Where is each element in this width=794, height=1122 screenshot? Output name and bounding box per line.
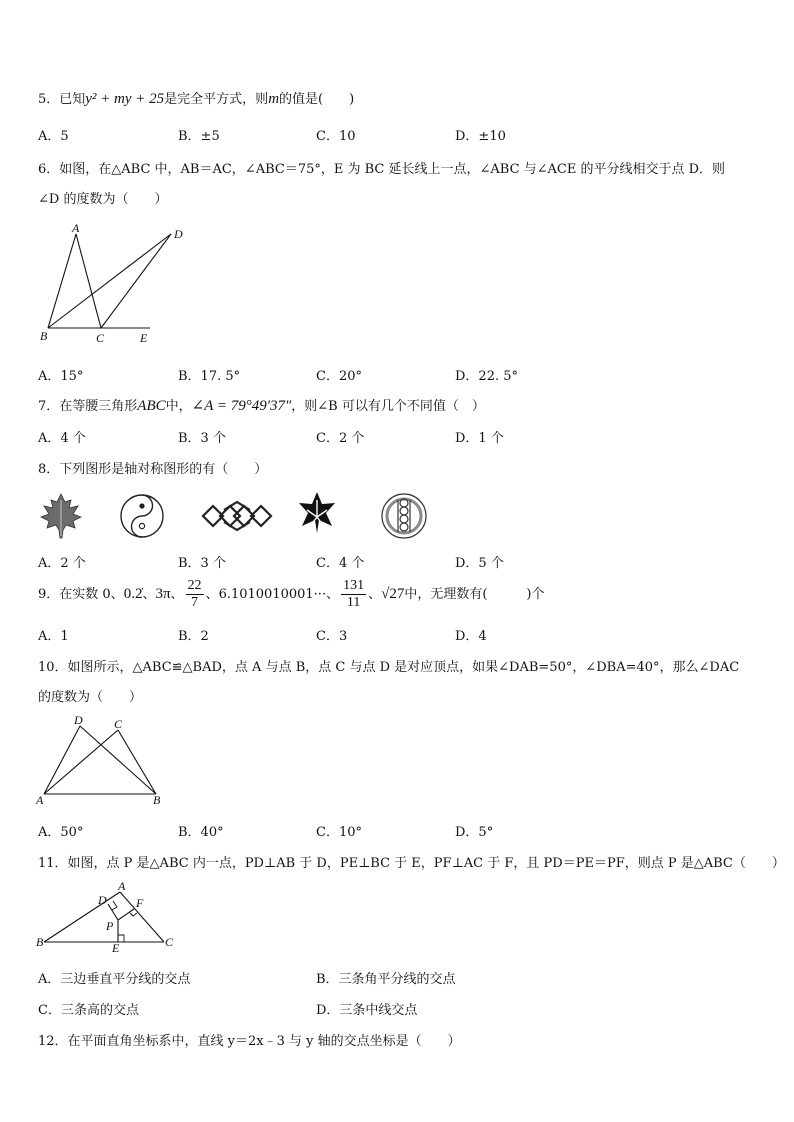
q9-option-a[interactable]: A．1 [38, 629, 69, 644]
q5-option-a[interactable]: A．5 [38, 129, 69, 144]
q11-label-d: D [98, 893, 107, 907]
q11-label-b: B [36, 935, 44, 949]
q11-option-d[interactable]: D．三条中线交点 [316, 1003, 418, 1018]
maple-leaf-icon [38, 492, 84, 540]
q6-label-a: A [72, 222, 80, 235]
q5-option-c[interactable]: C．10 [316, 129, 356, 144]
q5-stem [38, 88, 354, 108]
q10-option-d[interactable]: D．5° [455, 825, 494, 840]
q10-option-a[interactable]: A．50° [38, 825, 84, 840]
q7-stem-mid: 中， [165, 399, 192, 414]
q6-option-d[interactable]: D．22. 5° [455, 369, 519, 384]
q11-label-c: C [165, 935, 174, 949]
q9-repeating-decimal: 0.2̇ [123, 586, 143, 602]
q5-stem-post: 的值是( ) [279, 92, 355, 107]
q6-option-a[interactable]: A．15° [38, 369, 84, 384]
q9-option-d[interactable]: D．4 [455, 629, 487, 644]
q9-three-pi: 3π [155, 586, 171, 602]
q7-option-a[interactable]: A．4 个 [38, 431, 86, 446]
q10-label-c: C [114, 717, 123, 731]
q10-label-b: B [153, 793, 161, 806]
q9-option-b[interactable]: B．2 [178, 629, 209, 644]
q9-stem-post: 中，无理数有( )个 [404, 587, 545, 602]
q9-nonrepeating-decimal: 6.1010010001··· [218, 587, 327, 602]
q10-label-a: A [36, 793, 44, 806]
q6-label-d: D [174, 227, 183, 241]
knot-pattern-icon [200, 498, 274, 534]
q9-sep-1: 、 [142, 587, 156, 602]
q6-triangle-figure [38, 222, 198, 346]
q9-fraction-1-denominator: 7 [191, 595, 199, 610]
q5-stem-mid: 是完全平方式，则 [164, 92, 269, 107]
q7-stem-post: ，则∠B 可以有几个不同值（ ） [291, 399, 485, 414]
q8-stem: 8．下列图形是轴对称图形的有（ ） [38, 462, 268, 477]
q5-option-b[interactable]: B．±5 [178, 129, 220, 144]
q9-sep-3: 、 [205, 587, 219, 602]
q11-label-a: A [118, 880, 126, 893]
q9-sep-5: 、 [368, 587, 382, 602]
q7-option-d[interactable]: D．1 个 [455, 431, 504, 446]
q7-stem [38, 395, 485, 415]
q6-option-c[interactable]: C．20° [316, 369, 362, 384]
q10-stem-line1: 10．如图所示，△ABC≌△BAD，点 A 与点 B，点 C 与点 D 是对应顶点，如果∠DAB=50°，∠DBA=40°，那么∠DAC [38, 660, 740, 675]
q9-stem [38, 578, 545, 611]
q6-label-c: C [96, 331, 105, 345]
q10-option-c[interactable]: C．10° [316, 825, 362, 840]
q6-option-b[interactable]: B．17. 5° [178, 369, 241, 384]
q11-label-f: F [136, 896, 144, 910]
q11-triangle-figure [34, 880, 184, 952]
q5-variable: m [268, 91, 280, 107]
q9-option-c[interactable]: C．3 [316, 629, 348, 644]
q8-option-d[interactable]: D．5 个 [455, 556, 504, 571]
q9-fraction-1-numerator: 22 [187, 578, 202, 593]
q11-label-e: E [112, 941, 120, 952]
q8-option-b[interactable]: B．3 个 [178, 556, 226, 571]
q6-label-e: E [140, 331, 148, 345]
q9-sqrt-27: √27 [381, 586, 405, 602]
q9-fraction-131-11 [341, 578, 366, 611]
q5-expression: y² + my + 25 [85, 91, 165, 107]
q6-label-b: B [40, 329, 48, 343]
q12-stem: 12．在平面直角坐标系中，直线 y＝2x﹣3 与 y 轴的交点坐标是（ ） [38, 1034, 461, 1049]
yin-yang-icon [118, 492, 166, 540]
q11-label-p: P [106, 919, 114, 933]
q11-stem: 11．如图，点 P 是△ABC 内一点，PD⊥AB 于 D，PE⊥BC 于 E，PF⊥AC 于 F，且 PD＝PE＝PF，则点 P 是△ABC（ ） [38, 856, 785, 871]
q7-option-c[interactable]: C．2 个 [316, 431, 365, 446]
q10-label-d: D [74, 713, 83, 727]
q11-option-c[interactable]: C．三条高的交点 [38, 1003, 139, 1018]
q8-option-c[interactable]: C．4 个 [316, 556, 365, 571]
star-flower-icon [295, 490, 339, 536]
q7-triangle: ABC [137, 398, 166, 414]
q11-option-b[interactable]: B．三条角平分线的交点 [316, 972, 456, 987]
q6-stem-line1: 6．如图，在△ABC 中，AB＝AC，∠ABC＝75°，E 为 BC 延长线上一点，∠ABC 与∠ACE 的平分线相交于点 D．则 [38, 162, 726, 177]
q9-sep-4: 、 [326, 587, 340, 602]
q6-stem-line2: ∠D 的度数为（ ） [38, 192, 168, 207]
q11-option-a[interactable]: A．三边垂直平分线的交点 [38, 972, 191, 987]
nested-circles-icon [380, 492, 428, 540]
q9-sep-2: 、 [170, 587, 184, 602]
q9-fraction-2-denominator: 11 [346, 595, 361, 610]
q5-option-d[interactable]: D．±10 [455, 129, 506, 144]
q9-stem-pre: 9．在实数 0、 [38, 587, 124, 602]
q9-fraction-22-7 [186, 578, 204, 611]
q7-stem-pre: 7．在等腰三角形 [38, 399, 138, 414]
q10-option-b[interactable]: B．40° [178, 825, 224, 840]
q5-stem-pre: 5．已知 [38, 92, 86, 107]
q10-triangle-figure [34, 712, 174, 806]
q7-angle: ∠A = 79°49′37″ [191, 398, 292, 414]
q7-option-b[interactable]: B．3 个 [178, 431, 226, 446]
q10-stem-line2: 的度数为（ ） [38, 690, 143, 705]
q8-option-a[interactable]: A．2 个 [38, 556, 86, 571]
q9-fraction-2-numerator: 131 [343, 578, 365, 593]
